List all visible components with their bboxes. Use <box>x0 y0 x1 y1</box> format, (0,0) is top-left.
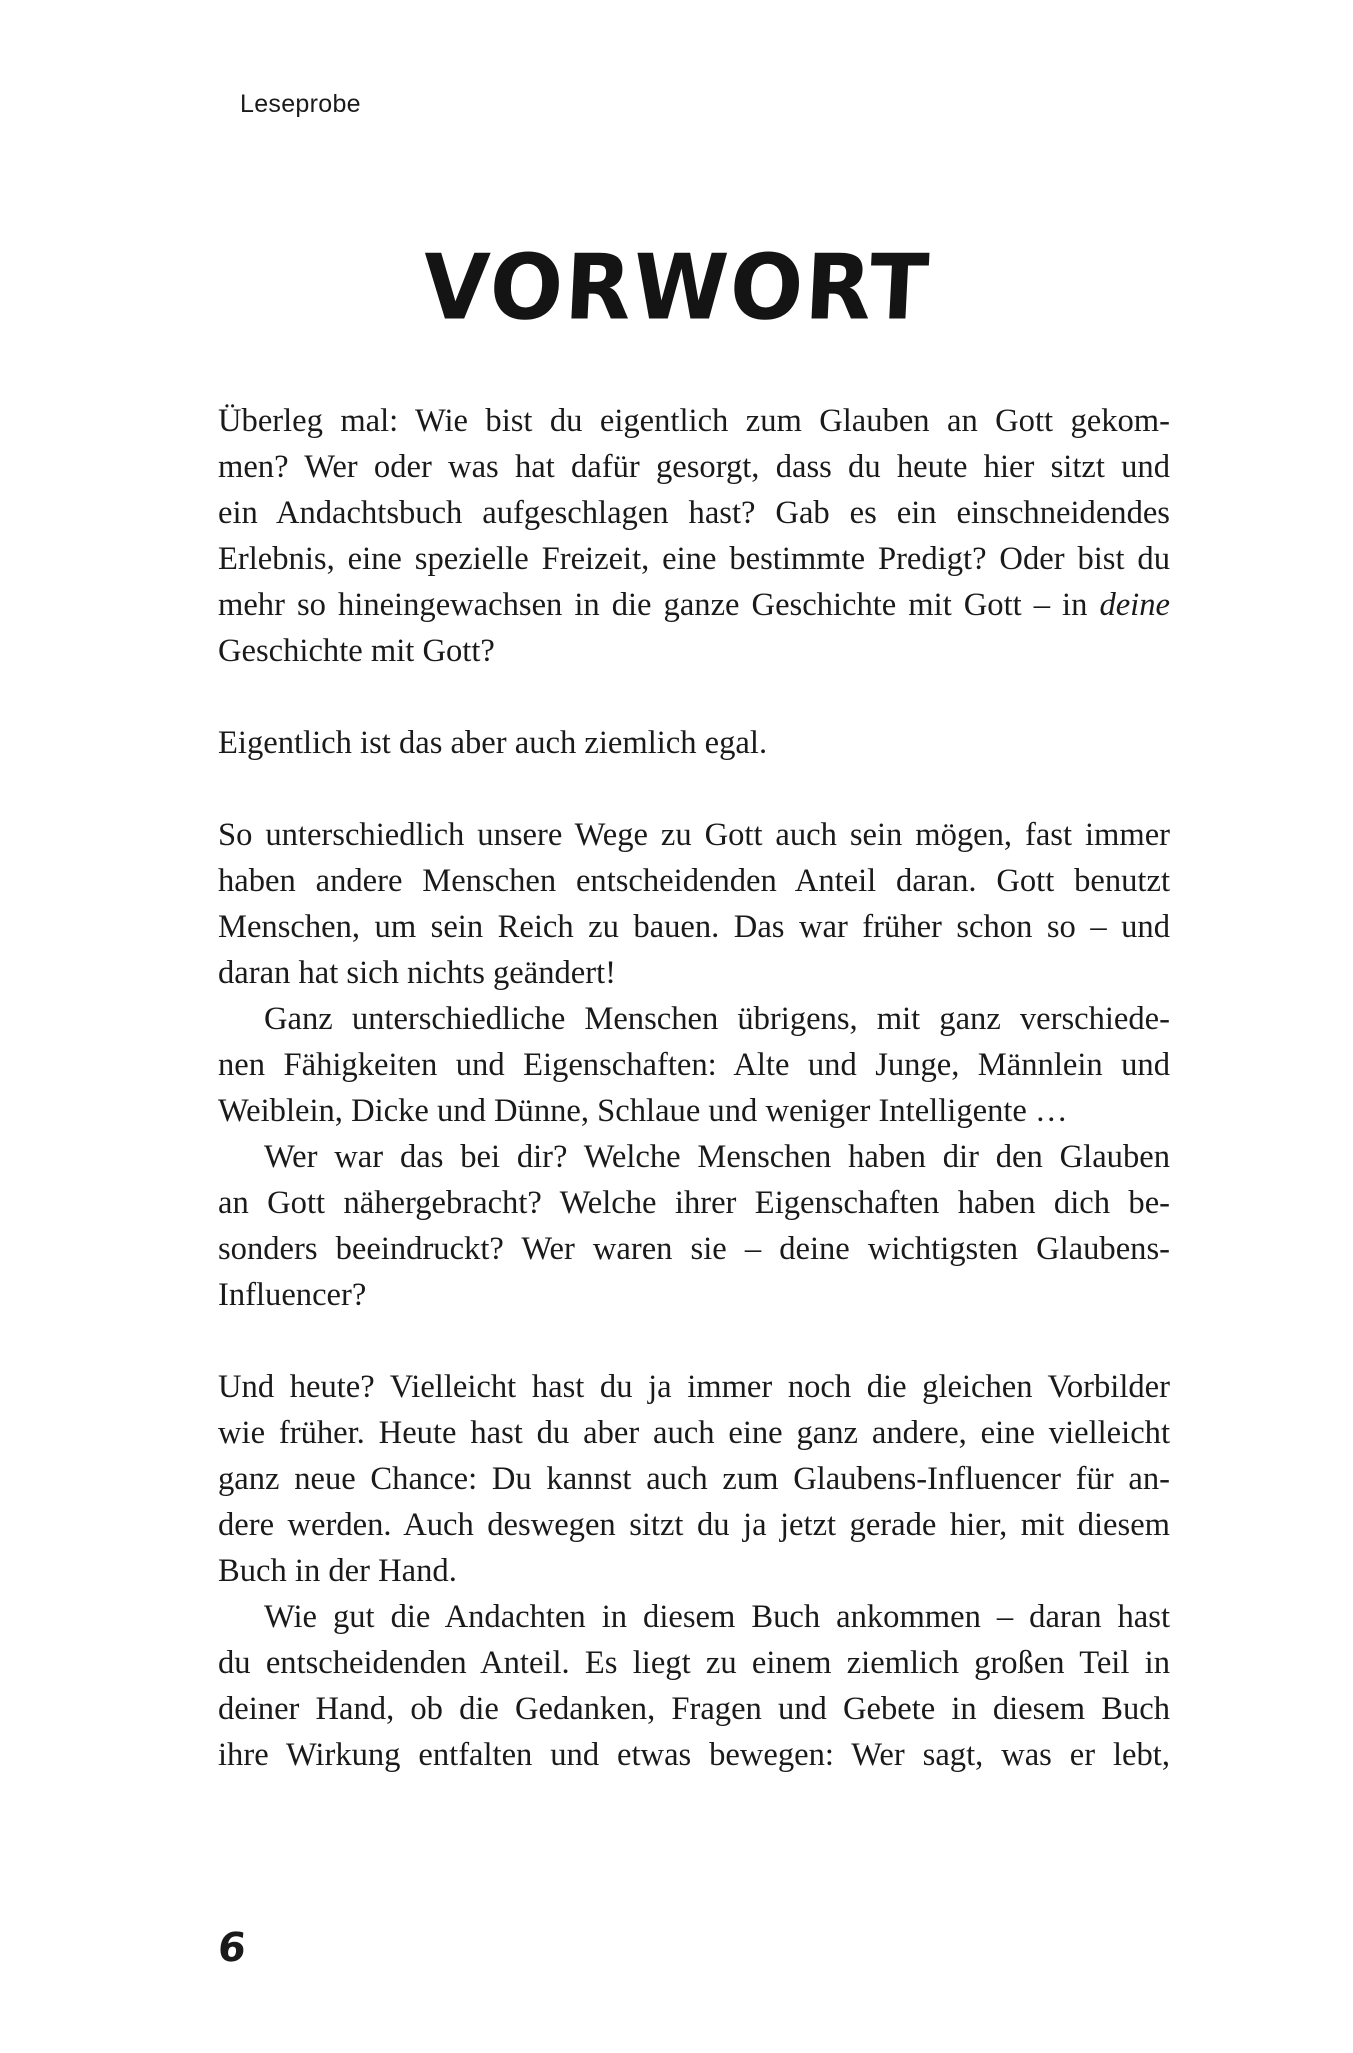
text-line <box>218 582 1170 628</box>
text-line: nen Fähigkeiten und Eigenschaften: Alte und Junge, Männlein und <box>218 1047 1170 1083</box>
paragraph-7 <box>218 1594 1170 1778</box>
paragraph-6 <box>218 1364 1170 1594</box>
text-line: ein Andachtsbuch aufgeschlagen hast? Gab es ein einschneidendes <box>218 495 1170 531</box>
text-line: an Gott nähergebracht? Welche ihrer Eigenschaften haben dich be- <box>218 1185 1170 1221</box>
page-title: VORWORT <box>420 235 933 341</box>
paragraph-3 <box>218 812 1170 996</box>
text-line: Menschen, um sein Reich zu bauen. Das war früher schon so – und <box>218 909 1170 945</box>
text-line: sonders beeindruckt? Wer waren sie – deine wichtigsten Glaubens- <box>218 1231 1170 1267</box>
text-line: Eigentlich ist das aber auch ziemlich egal. <box>218 725 768 761</box>
paragraph-gap <box>218 674 1170 720</box>
text-line: wie früher. Heute hast du aber auch eine ganz andere, eine vielleicht <box>218 1415 1170 1451</box>
text-line: Erlebnis, eine spezielle Freizeit, eine bestimmte Predigt? Oder bist du <box>218 541 1170 577</box>
paragraph-1 <box>218 398 1170 674</box>
text-line: Und heute? Vielleicht hast du ja immer noch die gleichen Vorbilder <box>218 1369 1170 1405</box>
page-number: 6 <box>215 1925 249 1971</box>
text-line: haben andere Menschen entscheidenden Anteil daran. Gott benutzt <box>218 863 1170 899</box>
emphasis-word: deine <box>1099 587 1170 623</box>
text-line: Weiblein, Dicke und Dünne, Schlaue und weniger Intelligente … <box>218 1093 1068 1129</box>
paragraph-gap <box>218 766 1170 812</box>
header-label: Leseprobe <box>240 90 361 118</box>
paragraph-4 <box>218 996 1170 1134</box>
text-line: Wie gut die Andachten in diesem Buch ankommen – daran hast <box>264 1599 1170 1635</box>
text-segment: mehr so hineingewachsen in die ganze Geschichte mit Gott – in <box>218 587 1100 623</box>
text-line: Ganz unterschiedliche Menschen übrigens, mit ganz verschiede- <box>264 1001 1170 1037</box>
text-line: Wer war das bei dir? Welche Menschen haben dir den Glauben <box>264 1139 1170 1175</box>
text-line: ihre Wirkung entfalten und etwas bewegen: Wer sagt, was er lebt, <box>218 1737 1170 1773</box>
text-line: Influencer? <box>218 1277 367 1313</box>
text-line: Überleg mal: Wie bist du eigentlich zum Glauben an Gott gekom- <box>218 403 1170 439</box>
text-line: deiner Hand, ob die Gedanken, Fragen und Gebete in diesem Buch <box>218 1691 1170 1727</box>
text-line: Buch in der Hand. <box>218 1553 457 1589</box>
paragraph-gap <box>218 1318 1170 1364</box>
text-line: men? Wer oder was hat dafür gesorgt, dass du heute hier sitzt und <box>218 449 1170 485</box>
paragraph-5 <box>218 1134 1170 1318</box>
paragraph-2 <box>218 720 1170 766</box>
text-line: ganz neue Chance: Du kannst auch zum Glaubens-Influencer für an- <box>218 1461 1170 1497</box>
text-line: dere werden. Auch deswegen sitzt du ja jetzt gerade hier, mit diesem <box>218 1507 1170 1543</box>
text-line: du entscheidenden Anteil. Es liegt zu einem ziemlich großen Teil in <box>218 1645 1170 1681</box>
text-line: daran hat sich nichts geändert! <box>218 955 617 991</box>
body-text <box>218 398 1170 1778</box>
text-line: So unterschiedlich unsere Wege zu Gott auch sein mögen, fast immer <box>218 817 1170 853</box>
text-line: Geschichte mit Gott? <box>218 633 495 669</box>
